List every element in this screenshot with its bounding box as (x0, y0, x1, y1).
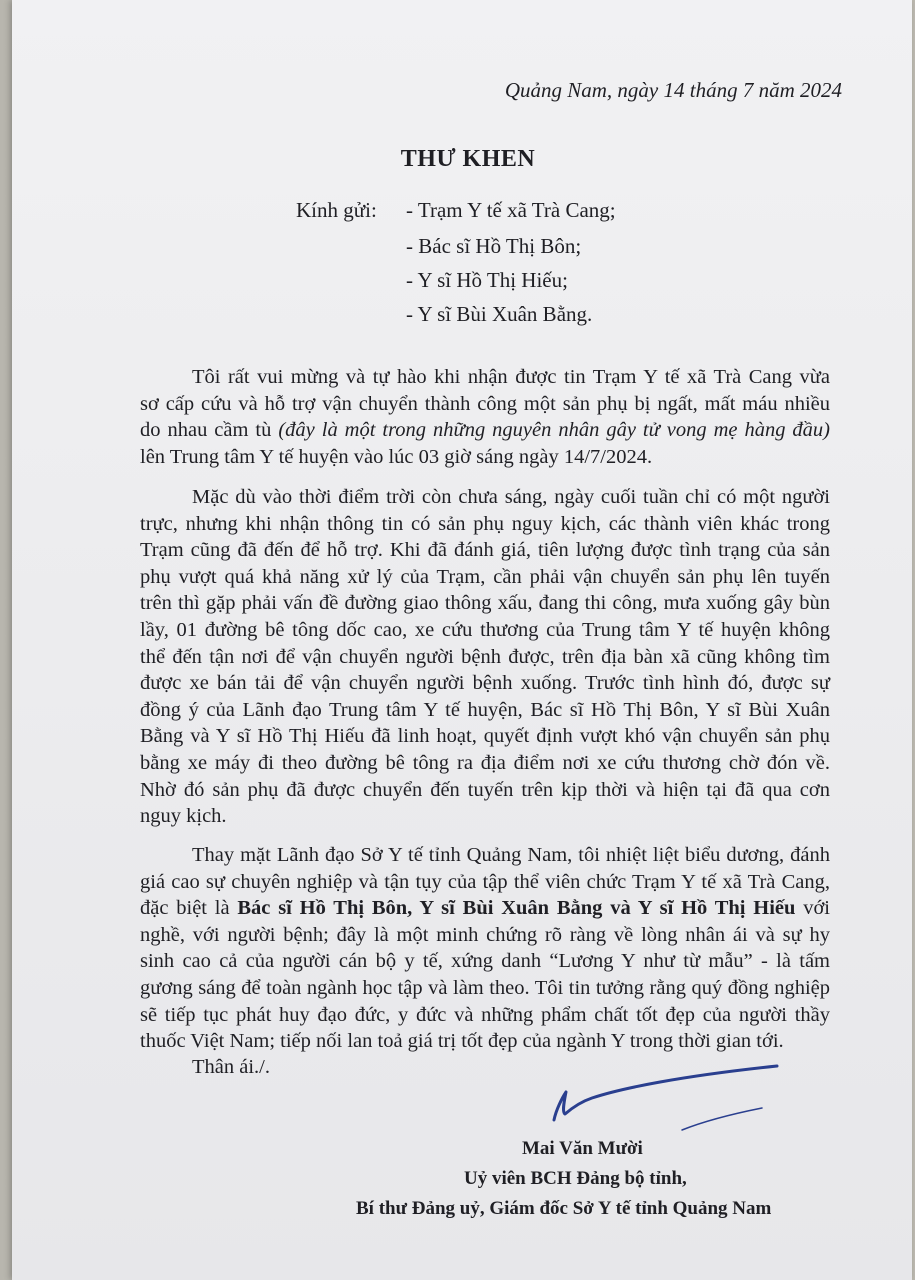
signer-title-1: Uỷ viên BCH Đảng bộ tỉnh, (464, 1168, 687, 1189)
text-line: trên thì gặp phải vấn đề đường giao thông xấu, đang thi công, mưa xuống gây bùn (140, 592, 830, 615)
text-line: Tôi rất vui mừng và tự hào khi nhận được tin Trạm Y tế xã Trà Cang vừa (192, 366, 830, 388)
text-segment: đặc biệt là (140, 897, 238, 920)
text-line: phụ vượt quá khả năng xử lý của Trạm, cần phải vận chuyển sản phụ lên tuyến (140, 565, 830, 588)
text-line: bằng xe máy đi theo đường bê tông ra địa điểm nơi xe cứu thương chờ đón về. (140, 751, 830, 774)
handwritten-signature (532, 1062, 792, 1132)
recipient-item: - Bác sĩ Hồ Thị Bôn; (406, 234, 582, 258)
text-line: nguy kịch. (140, 805, 227, 828)
text-line: sẽ tiếp tục phát huy đạo đức, y đức và những phẩm chất tốt đẹp của người thầy (140, 1003, 830, 1026)
paragraph-3 (140, 842, 830, 1055)
text-segment: do nhau cầm tù (140, 419, 279, 442)
text-line: nghề, với người bệnh; đây là một minh chứng rõ ràng về lòng nhân ái và sự hy (140, 923, 830, 946)
text-line: thể đến tận nơi để vận chuyển người bệnh được, trên địa bàn xã cũng không tìm (140, 645, 830, 668)
closing-line: Thân ái./. (192, 1056, 270, 1078)
signer-title-2: Bí thư Đảng uỷ, Giám đốc Sở Y tế tỉnh Quảng Nam (356, 1198, 772, 1219)
date-line: Quảng Nam, ngày 14 tháng 7 năm 2024 (504, 78, 842, 102)
text-line: lên Trung tâm Y tế huyện vào lúc 03 giờ sáng ngày 14/7/2024. (140, 445, 653, 468)
text-line: giá cao sự chuyên nghiệp và tận tụy của tập thể viên chức Trạm Y tế xã Trà Cang, (140, 870, 830, 893)
recipient-item: - Y sĩ Bùi Xuân Bằng. (406, 302, 593, 326)
text-line: Nhờ đó sản phụ đã được chuyển đến tuyến trên kịp thời và hiện tại đã qua cơn (140, 778, 830, 801)
text-line: sơ cấp cứu và hỗ trợ vận chuyển thành công một sản phụ bị ngất, mất máu nhiều (140, 392, 830, 415)
text-line: Thay mặt Lãnh đạo Sở Y tế tỉnh Quảng Nam, tôi nhiệt liệt biểu dương, đánh (192, 844, 830, 866)
text-line (140, 895, 830, 922)
paragraph-2 (140, 484, 830, 830)
text-line: trực, nhưng khi nhận thông tin có sản phụ nguy kịch, các thành viên khác trong (140, 512, 830, 535)
text-line: Trạm cũng đã đến để hỗ trợ. Khi đã đánh giá, tiên lượng được tình trạng của sản (140, 539, 830, 562)
letter-title: THƯ KHEN (400, 146, 536, 172)
recipient-item: - Y sĩ Hồ Thị Hiếu; (406, 268, 568, 292)
letter-page (12, 0, 912, 1280)
recipient-item: - Trạm Y tế xã Trà Cang; (406, 198, 616, 222)
text-line: gương sáng để toàn ngành học tập và làm theo. Tôi tin tưởng rằng quý đồng nghiệp (140, 976, 830, 999)
text-line (140, 417, 830, 444)
text-line: thuốc Việt Nam; tiếp nối lan toả giá trị tốt đẹp của ngành Y trong thời gian tới. (140, 1030, 784, 1053)
italic-note: (đây là một trong những nguyên nhân gây tử vong mẹ hàng đầu) (278, 419, 830, 442)
commended-names: Bác sĩ Hồ Thị Bôn, Y sĩ Bùi Xuân Bằng và Y sĩ Hồ Thị Hiếu (237, 897, 796, 920)
text-line: đồng ý của Lãnh đạo Trung tâm Y tế huyện, Bác sĩ Hồ Thị Bôn, Y sĩ Bùi Xuân (140, 698, 830, 721)
paragraph-1 (140, 364, 830, 470)
signer-name: Mai Văn Mười (522, 1138, 643, 1159)
text-line: Mặc dù vào thời điểm trời còn chưa sáng, ngày cuối tuần chỉ có một người (192, 486, 830, 508)
text-line: Bằng và Y sĩ Hồ Thị Hiếu đã linh hoạt, quyết định vượt khó vận chuyển sản phụ (140, 725, 830, 748)
text-segment: với (795, 897, 830, 920)
text-line: sinh cao cả của người cán bộ y tế, xứng danh “Lương Y như từ mẫu” - là tấm (140, 950, 830, 973)
text-line: được xe bán tải để vận chuyển người bệnh xuống. Trước tình hình đó, được sự (140, 672, 830, 695)
recipients-label: Kính gửi: (296, 198, 377, 222)
text-line: lầy, 01 đường bê tông dốc cao, xe cứu thương của Trung tâm Y tế huyện không (140, 618, 830, 641)
